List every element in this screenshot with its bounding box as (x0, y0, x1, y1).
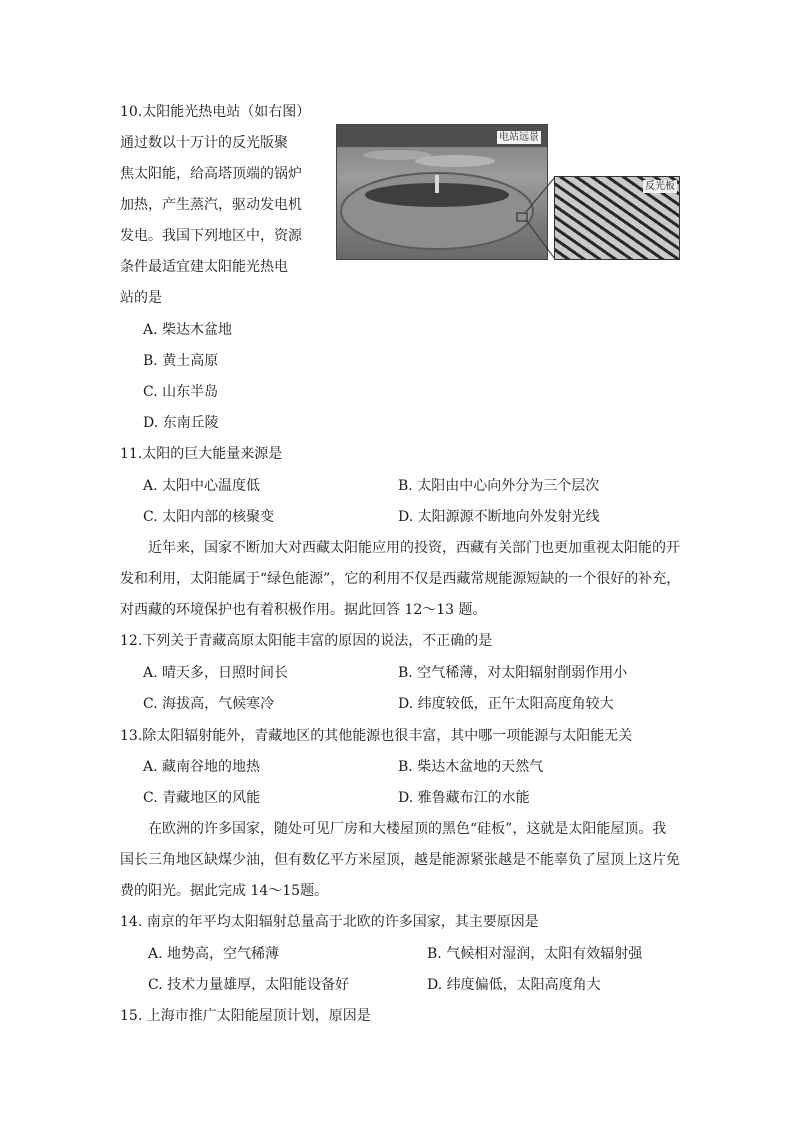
q11-stem: 11.太阳的巨大能量来源是 (120, 446, 283, 462)
passage1-line-3: 对西藏的环境保护也有着积极作用。据此回答 12～13 题。 (120, 602, 487, 618)
q12-stem: 12.下列关于青藏高原太阳能丰富的原因的说法，不正确的是 (120, 633, 493, 649)
q12-option-d: D. 纬度较低，正午太阳高度角较大 (398, 696, 614, 712)
q11-option-c: C. 太阳内部的核聚变 (143, 509, 275, 525)
q14-stem: 14. 南京的年平均太阳辐射总量高于北欧的许多国家，其主要原因是 (120, 914, 539, 930)
q13-option-c: C. 青藏地区的风能 (143, 790, 261, 806)
q15-stem: 15. 上海市推广太阳能屋顶计划，原因是 (120, 1008, 371, 1024)
q12-option-b: B. 空气稀薄，对太阳辐射削弱作用小 (398, 665, 628, 681)
q10-line-3: 焦太阳能，给高塔顶端的锅炉 (120, 166, 302, 182)
mirror-panel-label: 反光板 (645, 181, 675, 192)
passage2-line-3: 费的阳光。据此完成 14～15题。 (120, 883, 329, 899)
q14-option-a: A. 地势高，空气稀薄 (148, 946, 280, 962)
mirror-panel-closeup (554, 176, 680, 260)
q14-option-c: C. 技术力量雄厚，太阳能设备好 (148, 977, 350, 993)
q10-option-b: B. 黄土高原 (143, 353, 219, 369)
passage2-line-2: 国长三角地区缺煤少油，但有数亿平方米屋顶，越是能源紧张越是不能辜负了屋顶上这片免 (120, 852, 680, 868)
passage1-line-1: 近年来，国家不断加大对西藏太阳能应用的投资，西藏有关部门也更加重视太阳能的开 (148, 540, 680, 556)
station-overview-label: 电站远景 (499, 132, 539, 143)
q11-option-d: D. 太阳源源不断地向外发射光线 (398, 509, 600, 525)
passage2-line-1: 在欧洲的许多国家，随处可见厂房和大楼屋顶的黑色“硅板”，这就是太阳能屋顶。我 (148, 821, 667, 837)
q13-stem: 13.除太阳辐射能外，青藏地区的其他能源也很丰富，其中哪一项能源与太阳能无关 (120, 728, 633, 744)
q10-line-5: 发电。我国下列地区中，资源 (120, 228, 302, 244)
q14-option-b: B. 气候相对湿润，太阳有效辐射强 (427, 946, 643, 962)
q13-option-a: A. 藏南谷地的地热 (143, 759, 261, 775)
q13-option-b: B. 柴达木盆地的天然气 (398, 759, 544, 775)
q10-line-7: 站的是 (120, 290, 162, 306)
q10-option-d: D. 东南丘陵 (143, 415, 219, 431)
q10-line-6: 条件最适宜建太阳能光热电 (120, 259, 288, 275)
q10-line-4: 加热，产生蒸汽，驱动发电机 (120, 197, 302, 213)
q12-option-c: C. 海拔高，气候寒冷 (143, 696, 275, 712)
q10-line-2: 通过数以十万计的反光版聚 (120, 135, 288, 151)
q10-option-c: C. 山东半岛 (143, 384, 219, 400)
q13-option-d: D. 雅鲁藏布江的水能 (398, 790, 530, 806)
q11-option-a: A. 太阳中心温度低 (143, 478, 261, 494)
q12-option-a: A. 晴天多，日照时间长 (143, 665, 289, 681)
q10-option-a: A. 柴达木盆地 (143, 322, 233, 338)
solar-station-photo (336, 124, 680, 260)
q10-line-1: 10.太阳能光热电站（如右图） (120, 104, 311, 120)
q11-option-b: B. 太阳由中心向外分为三个层次 (398, 478, 600, 494)
passage1-line-2: 发和利用，太阳能属于“绿色能源”，它的利用不仅是西藏常规能源短缺的一个很好的补充， (120, 571, 681, 587)
q14-option-d: D. 纬度偏低，太阳高度角大 (427, 977, 601, 993)
